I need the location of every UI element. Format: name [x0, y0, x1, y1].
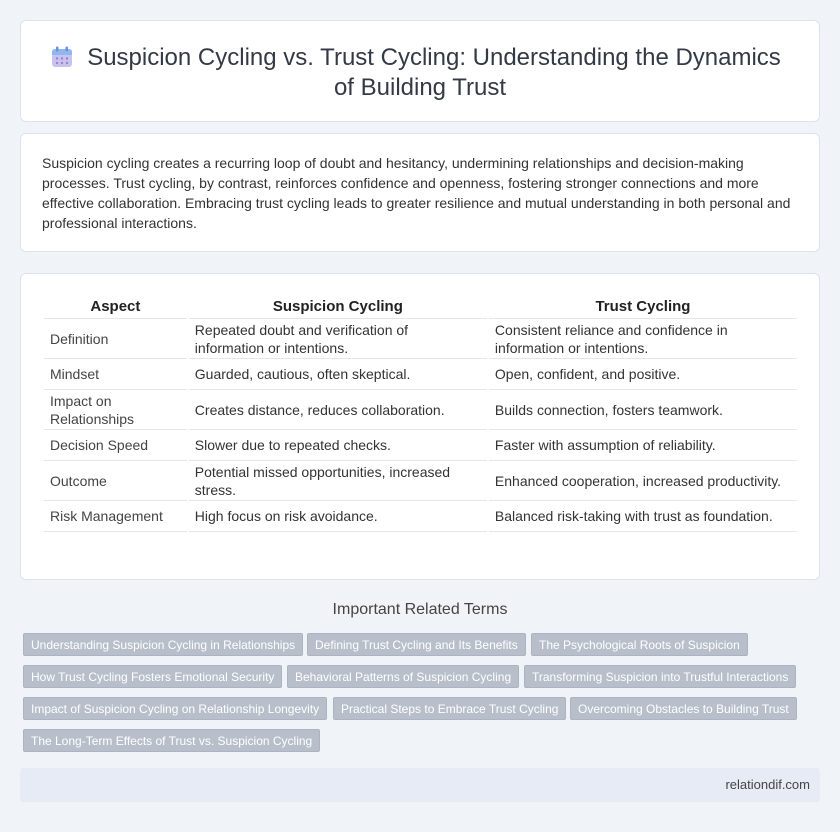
row-suspicion: Potential missed opportunities, increased stress.	[189, 461, 487, 501]
comparison-table	[42, 295, 799, 532]
related-term-tag[interactable]: Defining Trust Cycling and Its Benefits	[307, 633, 526, 656]
row-trust: Enhanced cooperation, increased productivity.	[489, 461, 797, 501]
page-title	[51, 43, 789, 103]
row-suspicion: High focus on risk avoidance.	[189, 501, 487, 532]
header-suspicion-cycling: Suspicion Cycling	[189, 295, 487, 319]
intro-paragraph: Suspicion cycling creates a recurring loop of doubt and hesitancy, undermining relationships and decision-making processes. Trust cycling, by contrast, reinforces confidence and openness, fostering stronger connections and more effective collaboration. Embracing trust cycling leads to greater resilience and mutual understanding in both personal and professional interactions.	[42, 155, 791, 231]
table-row	[44, 461, 797, 501]
related-term-tag[interactable]: The Long-Term Effects of Trust vs. Suspicion Cycling	[23, 729, 320, 752]
related-term-tag[interactable]: Overcoming Obstacles to Building Trust	[570, 697, 797, 720]
row-trust: Open, confident, and positive.	[489, 359, 797, 390]
related-term-tag[interactable]: Understanding Suspicion Cycling in Relationships	[23, 633, 303, 656]
related-term-tag[interactable]: Behavioral Patterns of Suspicion Cycling	[287, 665, 519, 688]
related-term-tag[interactable]: How Trust Cycling Fosters Emotional Security	[23, 665, 282, 688]
table-row	[44, 359, 797, 390]
row-aspect: Decision Speed	[44, 430, 187, 461]
related-terms-title: Important Related Terms	[332, 601, 508, 618]
related-term-tag[interactable]: Impact of Suspicion Cycling on Relationship Longevity	[23, 697, 327, 720]
footer	[20, 768, 820, 802]
footer-site-link[interactable]: relationdif.com	[725, 777, 810, 792]
table-header-row	[44, 295, 797, 319]
row-aspect: Outcome	[44, 461, 187, 501]
comparison-table-card	[20, 273, 820, 580]
row-aspect: Impact on Relationships	[44, 390, 187, 430]
intro-card	[20, 133, 820, 252]
calendar-icon	[51, 46, 73, 68]
row-suspicion: Repeated doubt and verification of information or intentions.	[189, 319, 487, 359]
row-aspect: Definition	[44, 319, 187, 359]
page-title-text: Suspicion Cycling vs. Trust Cycling: Understanding the Dynamics of Building Trust	[87, 44, 781, 101]
related-term-tag[interactable]: Transforming Suspicion into Trustful Interactions	[524, 665, 796, 688]
table-row	[44, 501, 797, 532]
row-trust: Consistent reliance and confidence in information or intentions.	[489, 319, 797, 359]
header-trust-cycling: Trust Cycling	[489, 295, 797, 319]
row-suspicion: Slower due to repeated checks.	[189, 430, 487, 461]
table-row	[44, 430, 797, 461]
table-row	[44, 319, 797, 359]
row-suspicion: Guarded, cautious, often skeptical.	[189, 359, 487, 390]
related-term-tag[interactable]: Practical Steps to Embrace Trust Cycling	[333, 697, 566, 720]
row-trust: Faster with assumption of reliability.	[489, 430, 797, 461]
table-row	[44, 390, 797, 430]
row-suspicion: Creates distance, reduces collaboration.	[189, 390, 487, 430]
row-aspect: Mindset	[44, 359, 187, 390]
title-wrap	[51, 43, 789, 103]
row-aspect: Risk Management	[44, 501, 187, 532]
row-trust: Builds connection, fosters teamwork.	[489, 390, 797, 430]
related-term-tag[interactable]: The Psychological Roots of Suspicion	[531, 633, 748, 656]
header-aspect: Aspect	[44, 295, 187, 319]
header-card	[20, 20, 820, 122]
row-trust: Balanced risk-taking with trust as foundation.	[489, 501, 797, 532]
